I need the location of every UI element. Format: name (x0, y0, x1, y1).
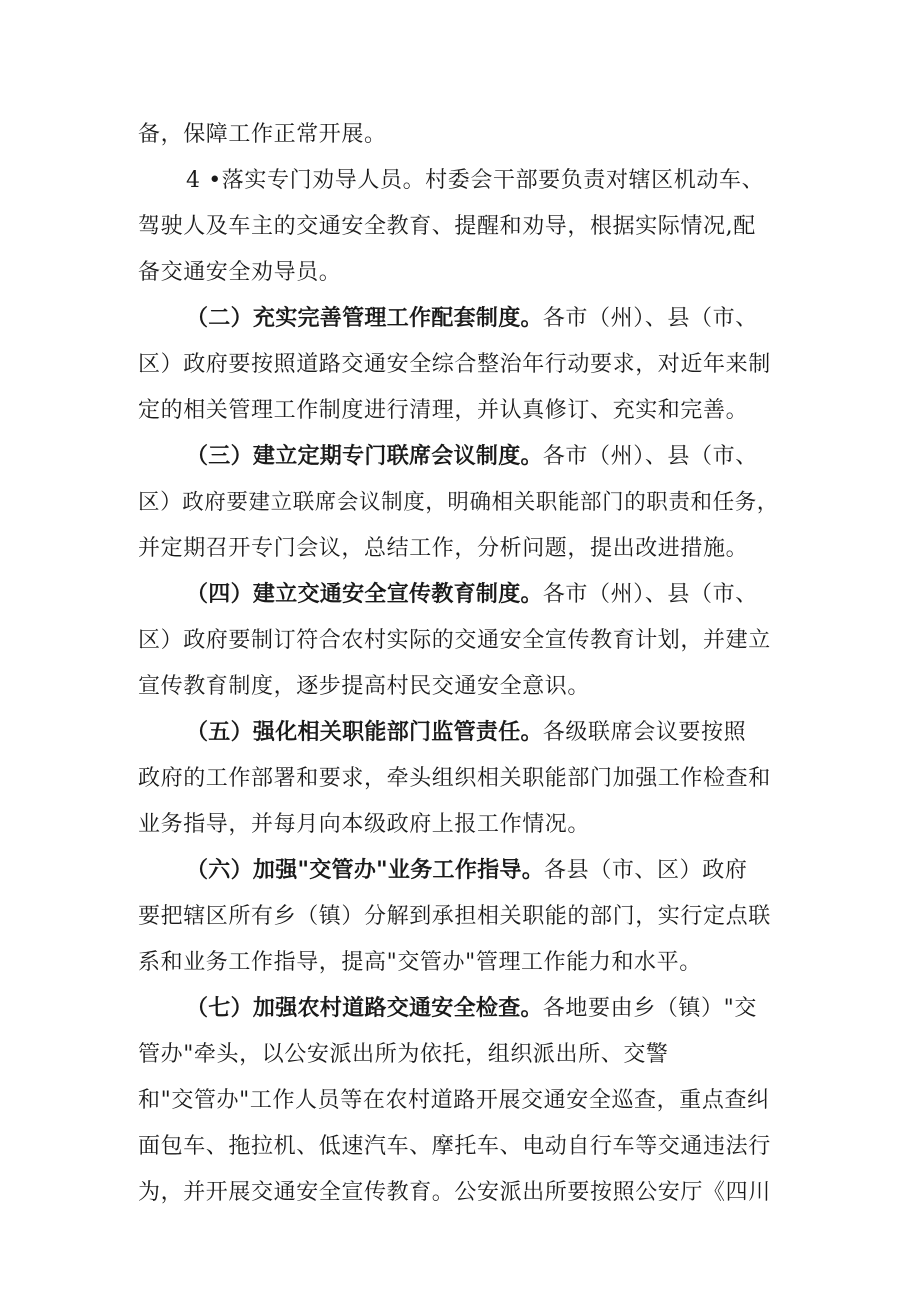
text-line (138, 391, 748, 431)
text-line (138, 1173, 771, 1213)
section-heading: （六）加强"交管办"业务工作指导。 (186, 858, 545, 883)
line-text: 各市（州）、县（市、 (542, 444, 758, 469)
section-7-heading-line (186, 989, 757, 1029)
line-text: 业务指导，并每月向本级政府上报工作情况。 (138, 812, 591, 837)
line-text: 各县（市、区）政府 (544, 858, 748, 883)
line-text: 面包车、拖拉机、低速汽车、摩托车、电动自行车等交通违法行 (138, 1134, 771, 1159)
line-text: 区）政府要建立联席会议制度，明确相关职能部门的职责和任务， (138, 490, 779, 515)
section-heading: （七）加强农村道路交通安全检查。 (186, 996, 543, 1021)
section-heading: （四）建立交通安全宣传教育制度。 (186, 582, 543, 607)
line-text: 要把辖区所有乡（镇）分解到承担相关职能的部门，实行定点联 (138, 904, 771, 929)
text-line (138, 1035, 669, 1075)
text-line (138, 345, 771, 385)
list-item-4-line (186, 161, 764, 201)
text-line (138, 529, 748, 569)
line-text: 区）政府要制订符合农村实际的交通安全宣传教育计划，并建立 (138, 628, 771, 653)
line-text: 各市（州）、县（市、 (542, 306, 758, 331)
section-4-heading-line (186, 575, 758, 615)
line-text: 各市（州）、县（市、 (542, 582, 758, 607)
section-heading: （三）建立定期专门联席会议制度。 (186, 444, 543, 469)
section-2-heading-line (186, 299, 758, 339)
section-heading: （二）充实完善管理工作配套制度。 (186, 306, 543, 331)
text-line (138, 805, 590, 845)
line-text: 宣传教育制度，逐步提高村民交通安全意识。 (138, 674, 591, 699)
text-line (138, 759, 771, 799)
text-line (138, 207, 756, 247)
section-heading: （五）强化相关职能部门监管责任。 (186, 720, 543, 745)
text-line (138, 943, 702, 983)
text-line (138, 897, 771, 937)
line-text: 各级联席会议要按照 (542, 720, 747, 745)
line-text: 区）政府要按照道路交通安全综合整治年行动要求，对近年来制 (138, 352, 771, 377)
section-3-heading-line (186, 437, 758, 477)
line-text: 管办"牵头，以公安派出所为依托，组织派出所、交警 (138, 1042, 669, 1067)
line-text: 政府的工作部署和要求，牵头组织相关职能部门加强工作检查和 (138, 766, 771, 791)
line-text: 驾驶人及车主的交通安全教育、提醒和劝导，根据实际情况,配 (138, 214, 756, 239)
line-text: 4 •落实专门劝导人员。村委会干部要负责对辖区机动车、 (186, 168, 765, 193)
section-6-heading-line (186, 851, 747, 891)
section-5-heading-line (186, 713, 746, 753)
line-text: 备，保障工作正常开展。 (138, 122, 387, 147)
text-line (138, 115, 387, 155)
text-line (138, 253, 341, 293)
text-line (138, 483, 779, 523)
line-text: 备交通安全劝导员。 (138, 260, 342, 285)
text-line (138, 667, 590, 707)
text-line (138, 1127, 771, 1167)
line-text: 和"交管办"工作人员等在农村道路开展交通安全巡查，重点查纠 (138, 1088, 770, 1113)
text-line (138, 1081, 770, 1121)
line-text: 并定期召开专门会议，总结工作，分析问题，提出改进措施。 (138, 536, 749, 561)
line-text: 系和业务工作指导，提高"交管办"管理工作能力和水平。 (138, 950, 702, 975)
line-text: 为，并开展交通安全宣传教育。公安派出所要按照公安厅《四川 (138, 1180, 771, 1205)
line-text: 各地要由乡（镇）"交 (542, 996, 757, 1021)
text-line (138, 621, 771, 661)
line-text: 定的相关管理工作制度进行清理，并认真修订、充实和完善。 (138, 398, 749, 423)
